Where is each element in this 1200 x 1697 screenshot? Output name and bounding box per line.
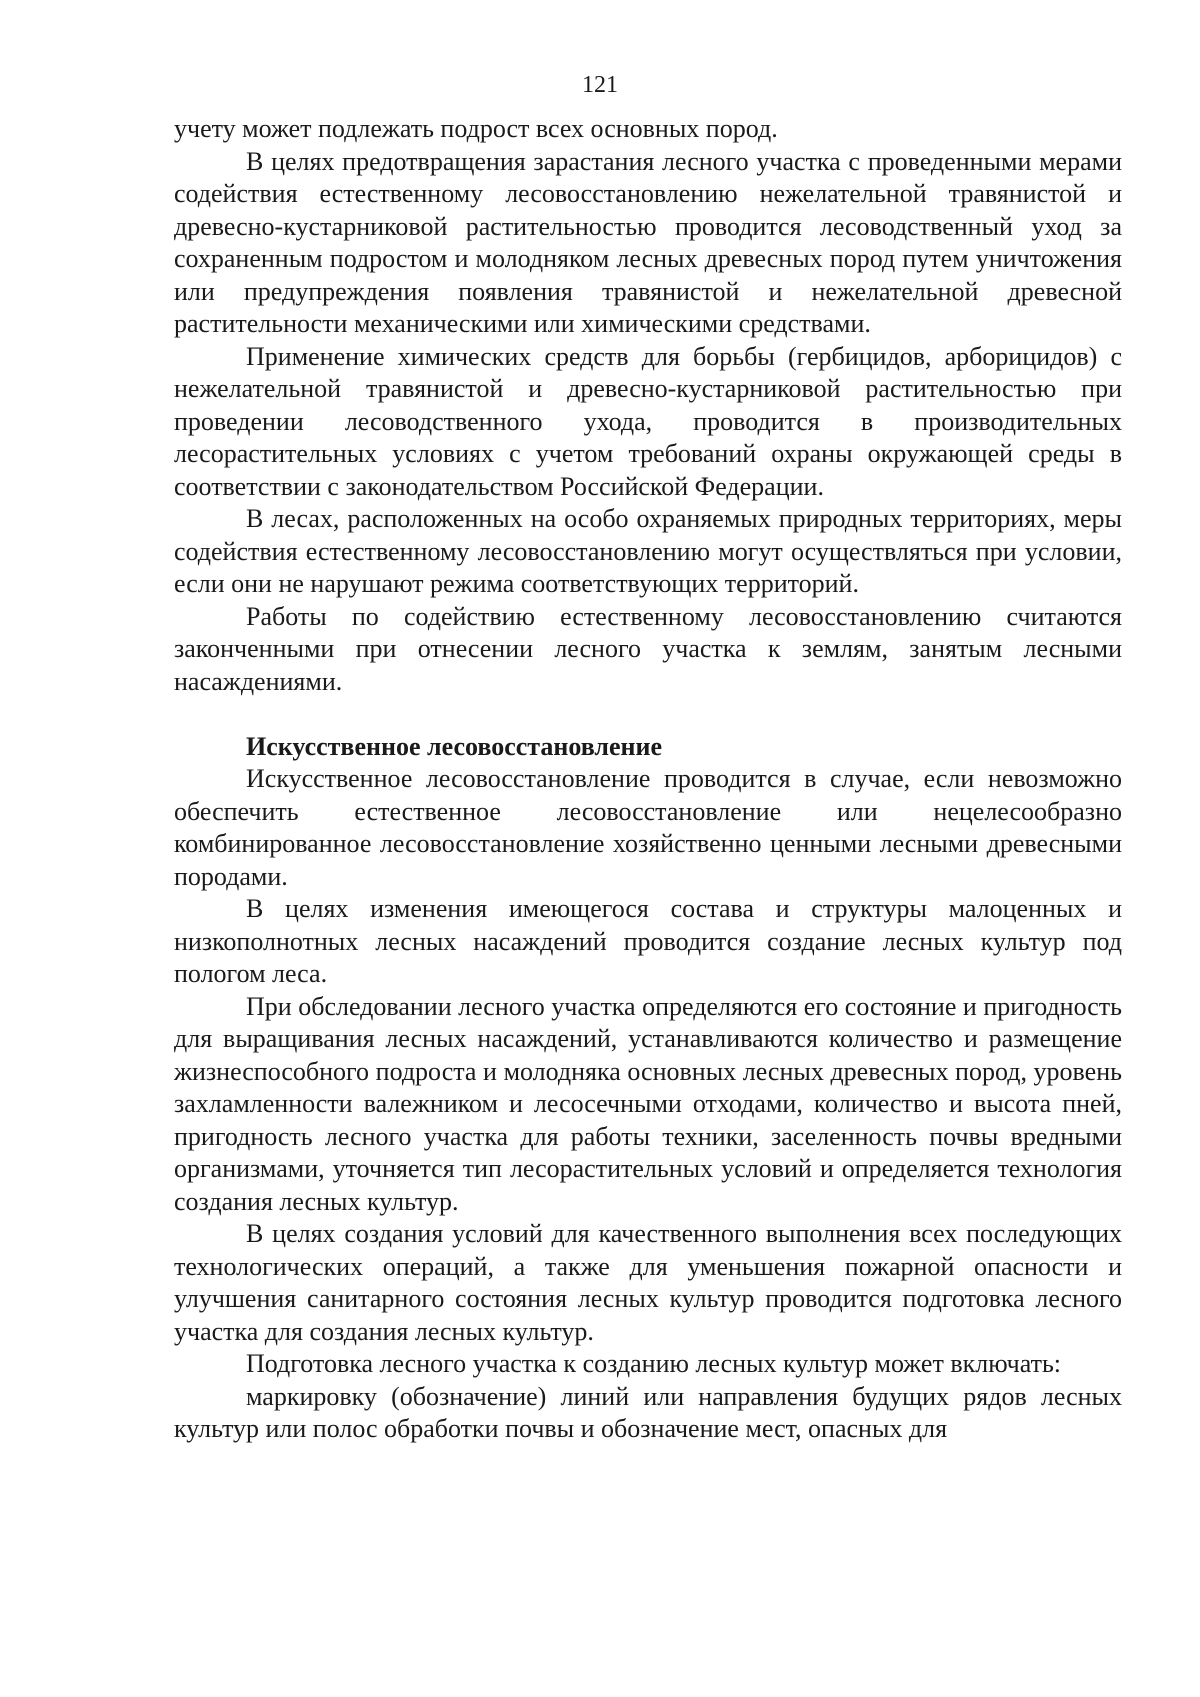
page-number: 121	[582, 72, 618, 98]
section-heading: Искусственное лесовосстановление	[246, 731, 663, 761]
paragraph: Подготовка лесного участка к созданию лесных культур может включать:	[246, 1349, 1062, 1378]
paragraph: Искусственное лесовосстановление проводится в случае, если невозможно обеспечить естественное лесовосстановление или нецелесообразно комбинированное лесовосстановление хозяйственно ценными лесными древесными породами.	[174, 764, 1122, 891]
paragraph: В целях изменения имеющегося состава и структуры малоценных и низкополнотных лесных насаждений проводится создание лесных культур под пологом леса.	[174, 894, 1122, 988]
paragraph: Применение химических средств для борьбы (гербицидов, арборицидов) с нежелательной травянистой и древесно-кустарниковой растительностью при проведении лесоводственного ухода, проводится в производительных лесорастительных условиях с учетом требований охраны окружающей среды в соответствии с законодательством Российской Федерации.	[174, 341, 1122, 501]
document-body	[174, 113, 1122, 1446]
paragraph: В целях создания условий для качественного выполнения всех последующих технологических операций, а также для уменьшения пожарной опасности и улучшения санитарного состояния лесных культур проводится подготовка лесного участка для создания лесных культур.	[174, 1219, 1122, 1346]
paragraph: При обследовании лесного участка определяются его состояние и пригодность для выращивания лесных насаждений, устанавливаются количество и размещение жизнеспособного подроста и молодняка основных лесных древесных пород, уровень захламленности валежником и лесосечными отходами, количество и высота пней, пригодность лесного участка для работы техники, заселенность почвы вредными организмами, уточняется тип лесорастительных условий и определяется технология создания лесных культур.	[174, 991, 1122, 1216]
paragraph: В целях предотвращения зарастания лесного участка с проведенными мерами содействия естественному лесовосстановлению нежелательной травянистой и древесно-кустарниковой растительностью проводится лесоводственный уход за сохраненным подростом и молодняком лесных древесных пород путем уничтожения или предупреждения появления травянистой и нежелательной древесной растительности механическими или химическими средствами.	[174, 146, 1122, 338]
paragraph: учету может подлежать подрост всех основных пород.	[174, 114, 778, 143]
paragraph: Работы по содействию естественному лесовосстановлению считаются законченными при отнесении лесного участка к землям, занятым лесными насаждениями.	[174, 601, 1122, 696]
paragraph: В лесах, расположенных на особо охраняемых природных территориях, меры содействия естественному лесовосстановлению могут осуществляться при условии, если они не нарушают режима соответствующих территорий.	[174, 504, 1122, 598]
paragraph: маркировку (обозначение) линий или направления будущих рядов лесных культур или полос обработки почвы и обозначение мест, опасных для	[174, 1381, 1122, 1443]
